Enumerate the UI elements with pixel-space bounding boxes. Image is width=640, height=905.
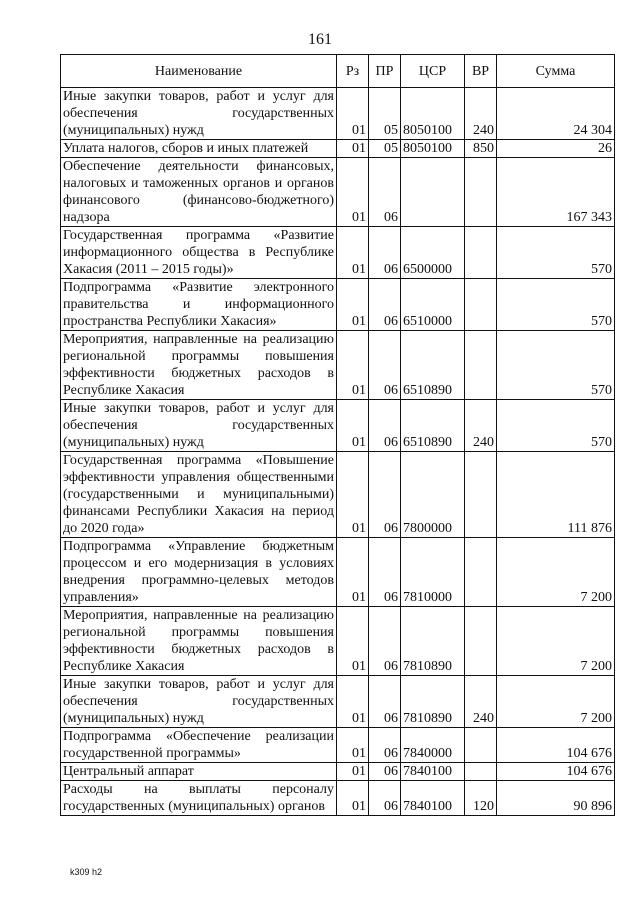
row-name: Подпрограмма «Управление бюджетным процессом и его модернизация в условиях внедрения программно-целевых методов управления» (61, 538, 337, 607)
row-vr: 240 (465, 676, 497, 728)
row-pr: 06 (369, 279, 401, 331)
row-pr: 06 (369, 227, 401, 279)
table-row (61, 331, 615, 400)
row-vr: 120 (465, 781, 497, 816)
row-sum: 7 200 (497, 676, 615, 728)
header-rz: Рз (337, 55, 369, 88)
row-rz: 01 (337, 227, 369, 279)
row-csr: 7810890 (401, 676, 465, 728)
row-name: Центральный аппарат (61, 763, 337, 781)
row-vr (465, 763, 497, 781)
row-vr (465, 607, 497, 676)
row-name: Уплата налогов, сборов и иных платежей (61, 140, 337, 158)
row-vr (465, 279, 497, 331)
row-pr: 06 (369, 763, 401, 781)
row-csr: 7840100 (401, 781, 465, 816)
row-sum: 104 676 (497, 763, 615, 781)
table-row (61, 452, 615, 538)
header-name: Наименование (61, 55, 337, 88)
table-row (61, 607, 615, 676)
row-csr: 8050100 (401, 88, 465, 140)
row-rz: 01 (337, 88, 369, 140)
row-rz: 01 (337, 763, 369, 781)
row-name: Подпрограмма «Обеспечение реализации государственной программы» (61, 728, 337, 763)
row-csr: 7800000 (401, 452, 465, 538)
row-sum: 7 200 (497, 607, 615, 676)
row-pr: 05 (369, 88, 401, 140)
table-row (61, 728, 615, 763)
row-pr: 06 (369, 452, 401, 538)
table-row (61, 676, 615, 728)
row-rz: 01 (337, 452, 369, 538)
footer-code: k309 h2 (70, 867, 103, 877)
row-csr: 6510000 (401, 279, 465, 331)
row-pr: 06 (369, 538, 401, 607)
table-row (61, 763, 615, 781)
row-vr (465, 227, 497, 279)
row-sum: 570 (497, 279, 615, 331)
row-rz: 01 (337, 607, 369, 676)
row-sum: 570 (497, 400, 615, 452)
row-rz: 01 (337, 400, 369, 452)
table-row (61, 279, 615, 331)
table-row (61, 400, 615, 452)
row-sum: 570 (497, 227, 615, 279)
row-name: Обеспечение деятельности финансовых, налоговых и таможенных органов и органов финансового (финансово-бюджетного) надзора (61, 158, 337, 227)
row-csr: 7810000 (401, 538, 465, 607)
row-pr: 06 (369, 400, 401, 452)
row-pr: 06 (369, 728, 401, 763)
row-rz: 01 (337, 331, 369, 400)
row-csr: 7810890 (401, 607, 465, 676)
row-csr: 8050100 (401, 140, 465, 158)
row-csr (401, 158, 465, 227)
row-csr: 7840100 (401, 763, 465, 781)
row-sum: 26 (497, 140, 615, 158)
row-pr: 06 (369, 676, 401, 728)
table-row (61, 781, 615, 816)
row-vr (465, 158, 497, 227)
row-name: Иные закупки товаров, работ и услуг для обеспечения государственных (муниципальных) нужд (61, 400, 337, 452)
table-row (61, 538, 615, 607)
table-row (61, 158, 615, 227)
row-pr: 06 (369, 607, 401, 676)
header-vr: ВР (465, 55, 497, 88)
row-vr: 240 (465, 400, 497, 452)
header-pr: ПР (369, 55, 401, 88)
row-rz: 01 (337, 781, 369, 816)
table-row (61, 140, 615, 158)
row-vr (465, 728, 497, 763)
row-rz: 01 (337, 140, 369, 158)
row-name: Мероприятия, направленные на реализацию региональной программы повышения эффективности бюджетных расходов в Республике Хакасия (61, 607, 337, 676)
header-csr: ЦСР (401, 55, 465, 88)
table-row (61, 88, 615, 140)
page-number: 161 (308, 31, 332, 48)
row-pr: 05 (369, 140, 401, 158)
row-name: Государственная программа «Развитие информационного общества в Республике Хакасия (2011 – 2015 годы)» (61, 227, 337, 279)
row-rz: 01 (337, 279, 369, 331)
row-name: Мероприятия, направленные на реализацию региональной программы повышения эффективности бюджетных расходов в Республике Хакасия (61, 331, 337, 400)
row-rz: 01 (337, 538, 369, 607)
row-name: Государственная программа «Повышение эффективности управления общественными (государственными и муниципальными) финансами Республики Хакасия на период до 2020 года» (61, 452, 337, 538)
row-sum: 90 896 (497, 781, 615, 816)
row-vr (465, 538, 497, 607)
row-vr: 240 (465, 88, 497, 140)
table-row (61, 227, 615, 279)
row-rz: 01 (337, 676, 369, 728)
budget-table (60, 54, 615, 816)
row-vr (465, 331, 497, 400)
row-csr: 7840000 (401, 728, 465, 763)
row-pr: 06 (369, 331, 401, 400)
row-csr: 6500000 (401, 227, 465, 279)
row-csr: 6510890 (401, 400, 465, 452)
row-sum: 570 (497, 331, 615, 400)
row-rz: 01 (337, 728, 369, 763)
header-sum: Сумма (497, 55, 615, 88)
row-rz: 01 (337, 158, 369, 227)
row-pr: 06 (369, 781, 401, 816)
row-name: Подпрограмма «Развитие электронного правительства и информационного пространства Республики Хакасия» (61, 279, 337, 331)
row-vr: 850 (465, 140, 497, 158)
table-header-row (61, 55, 615, 88)
row-name: Расходы на выплаты персоналу государственных (муниципальных) органов (61, 781, 337, 816)
row-pr: 06 (369, 158, 401, 227)
row-sum: 111 876 (497, 452, 615, 538)
row-vr (465, 452, 497, 538)
row-name: Иные закупки товаров, работ и услуг для обеспечения государственных (муниципальных) нужд (61, 676, 337, 728)
row-csr: 6510890 (401, 331, 465, 400)
row-sum: 104 676 (497, 728, 615, 763)
row-sum: 167 343 (497, 158, 615, 227)
row-sum: 24 304 (497, 88, 615, 140)
row-sum: 7 200 (497, 538, 615, 607)
row-name: Иные закупки товаров, работ и услуг для обеспечения государственных (муниципальных) нужд (61, 88, 337, 140)
